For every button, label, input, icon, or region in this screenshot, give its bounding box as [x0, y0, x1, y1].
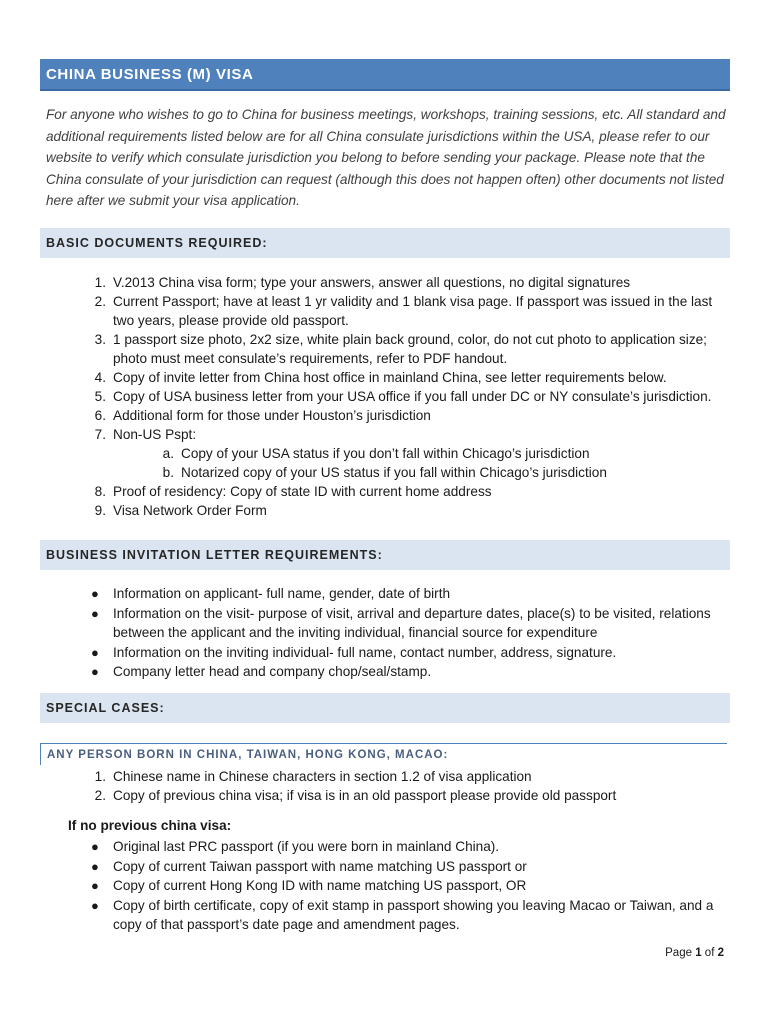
page-number [665, 947, 724, 959]
item-text: V.2013 China visa form; type your answers, answer all questions, no digital signatures [113, 275, 631, 290]
item-text: Chinese name in Chinese characters in section 1.2 of visa application [113, 769, 532, 784]
list-item [86, 857, 736, 877]
list-item [86, 273, 736, 292]
list-item [86, 837, 736, 857]
sub-item-text: Copy of your USA status if you don’t fall within Chicago’s jurisdiction [181, 446, 590, 461]
list-item [86, 501, 736, 520]
item-number: 2. [94, 294, 106, 309]
item-number: 5. [94, 389, 106, 404]
bullet-icon: ● [91, 839, 99, 854]
bullet-icon: ● [91, 878, 99, 894]
list-item [86, 425, 736, 482]
list-item [86, 406, 736, 425]
item-text: Additional form for those under Houston’s jurisdiction [113, 408, 431, 423]
no-previous-visa-heading: If no previous china visa: [68, 818, 232, 833]
list-item [86, 767, 736, 786]
item-number: 8. [94, 484, 106, 499]
bullet-icon: ● [91, 605, 99, 621]
born-in-china-subheading: ANY PERSON BORN IN CHINA, TAIWAN, HONG KONG, MACAO: [40, 743, 727, 765]
item-text: Copy of invite letter from China host office in mainland China, see letter requirements below. [113, 370, 667, 385]
list-item [86, 292, 736, 330]
list-item [86, 896, 736, 935]
list-item [86, 584, 736, 604]
page-label: Page [665, 947, 692, 959]
page-title: CHINA BUSINESS (M) VISA [40, 59, 730, 91]
item-number: 1. [94, 769, 106, 784]
bullet-icon: ● [91, 586, 99, 601]
item-text: Copy of USA business letter from your USA office if you fall under DC or NY consulate’s jurisdiction. [113, 389, 712, 404]
current-page: 1 [695, 947, 702, 959]
list-item [86, 604, 736, 643]
list-item [86, 786, 736, 805]
item-text: Information on applicant- full name, gender, date of birth [113, 586, 451, 601]
invitation-requirements-list [86, 584, 736, 682]
item-number: 9. [94, 503, 106, 518]
list-item [86, 387, 736, 406]
bullet-icon: ● [91, 858, 99, 874]
bullet-icon: ● [91, 664, 99, 680]
list-item [86, 662, 736, 682]
non-us-passport-sublist [113, 444, 736, 482]
item-number: 7. [94, 427, 106, 442]
item-text: Information on the visit- purpose of visit, arrival and departure dates, place(s) to be visited, relations between the applicant and the inviting individual, financial source for expenditure [113, 605, 711, 641]
invitation-letter-heading: BUSINESS INVITATION LETTER REQUIREMENTS: [40, 540, 730, 570]
sub-item-letter: a. [162, 446, 174, 461]
item-text: Visa Network Order Form [113, 503, 267, 518]
bullet-icon: ● [91, 897, 99, 913]
special-cases-heading: SPECIAL CASES: [40, 693, 730, 723]
item-text: Copy of birth certificate, copy of exit stamp in passport showing you leaving Macao or Taiwan, and a copy of that passport’s date page and amendment pages. [113, 897, 714, 933]
item-number: 3. [94, 332, 106, 347]
item-text: 1 passport size photo, 2x2 size, white plain back ground, color, do not cut photo to application size; photo must meet consulate’s requirements, refer to PDF handout. [113, 332, 707, 366]
total-pages: 2 [717, 947, 724, 959]
item-number: 6. [94, 408, 106, 423]
item-text: Information on the inviting individual- full name, contact number, address, signature. [113, 644, 617, 660]
item-text: Original last PRC passport (if you were born in mainland China). [113, 839, 500, 854]
sub-list-item [154, 463, 736, 482]
list-item [86, 876, 736, 896]
bullet-icon: ● [91, 644, 99, 660]
sub-item-text: Notarized copy of your US status if you fall within Chicago’s jurisdiction [181, 465, 607, 480]
item-text: Copy of current Hong Kong ID with name matching US passport, OR [113, 878, 527, 894]
page-of-label: of [704, 947, 715, 959]
item-text: Current Passport; have at least 1 yr validity and 1 blank visa page. If passport was issued in the last two years, please provide old passport. [113, 294, 713, 328]
list-item [86, 330, 736, 368]
sub-item-letter: b. [162, 465, 174, 480]
intro-paragraph: For anyone who wishes to go to China for business meetings, workshops, training sessions, etc. All standard and additional requirements listed below are for all China consulate jurisdictions within the USA, please refer to our website to verify which consulate jurisdiction you belong to before sending your package. Please note that the China consulate of your jurisdiction can request (although this does not happen often) other documents not listed here after we submit your visa application. [46, 107, 726, 209]
item-text: Company letter head and company chop/seal/stamp. [113, 664, 432, 680]
item-text: Proof of residency: Copy of state ID with current home address [113, 484, 492, 499]
list-item [86, 643, 736, 663]
item-number: 1. [94, 275, 106, 290]
born-in-china-list [86, 767, 736, 805]
item-text: Copy of previous china visa; if visa is in an old passport please provide old passport [113, 788, 617, 803]
basic-documents-list [86, 273, 736, 520]
basic-documents-heading: BASIC DOCUMENTS REQUIRED: [40, 228, 730, 258]
list-item [86, 482, 736, 501]
sub-list-item [154, 444, 736, 463]
item-number: 4. [94, 370, 106, 385]
item-text: Copy of current Taiwan passport with name matching US passport or [113, 858, 527, 874]
list-item [86, 368, 736, 387]
item-text: Non-US Pspt: [113, 427, 197, 442]
item-number: 2. [94, 788, 106, 803]
no-previous-visa-list [86, 837, 736, 935]
